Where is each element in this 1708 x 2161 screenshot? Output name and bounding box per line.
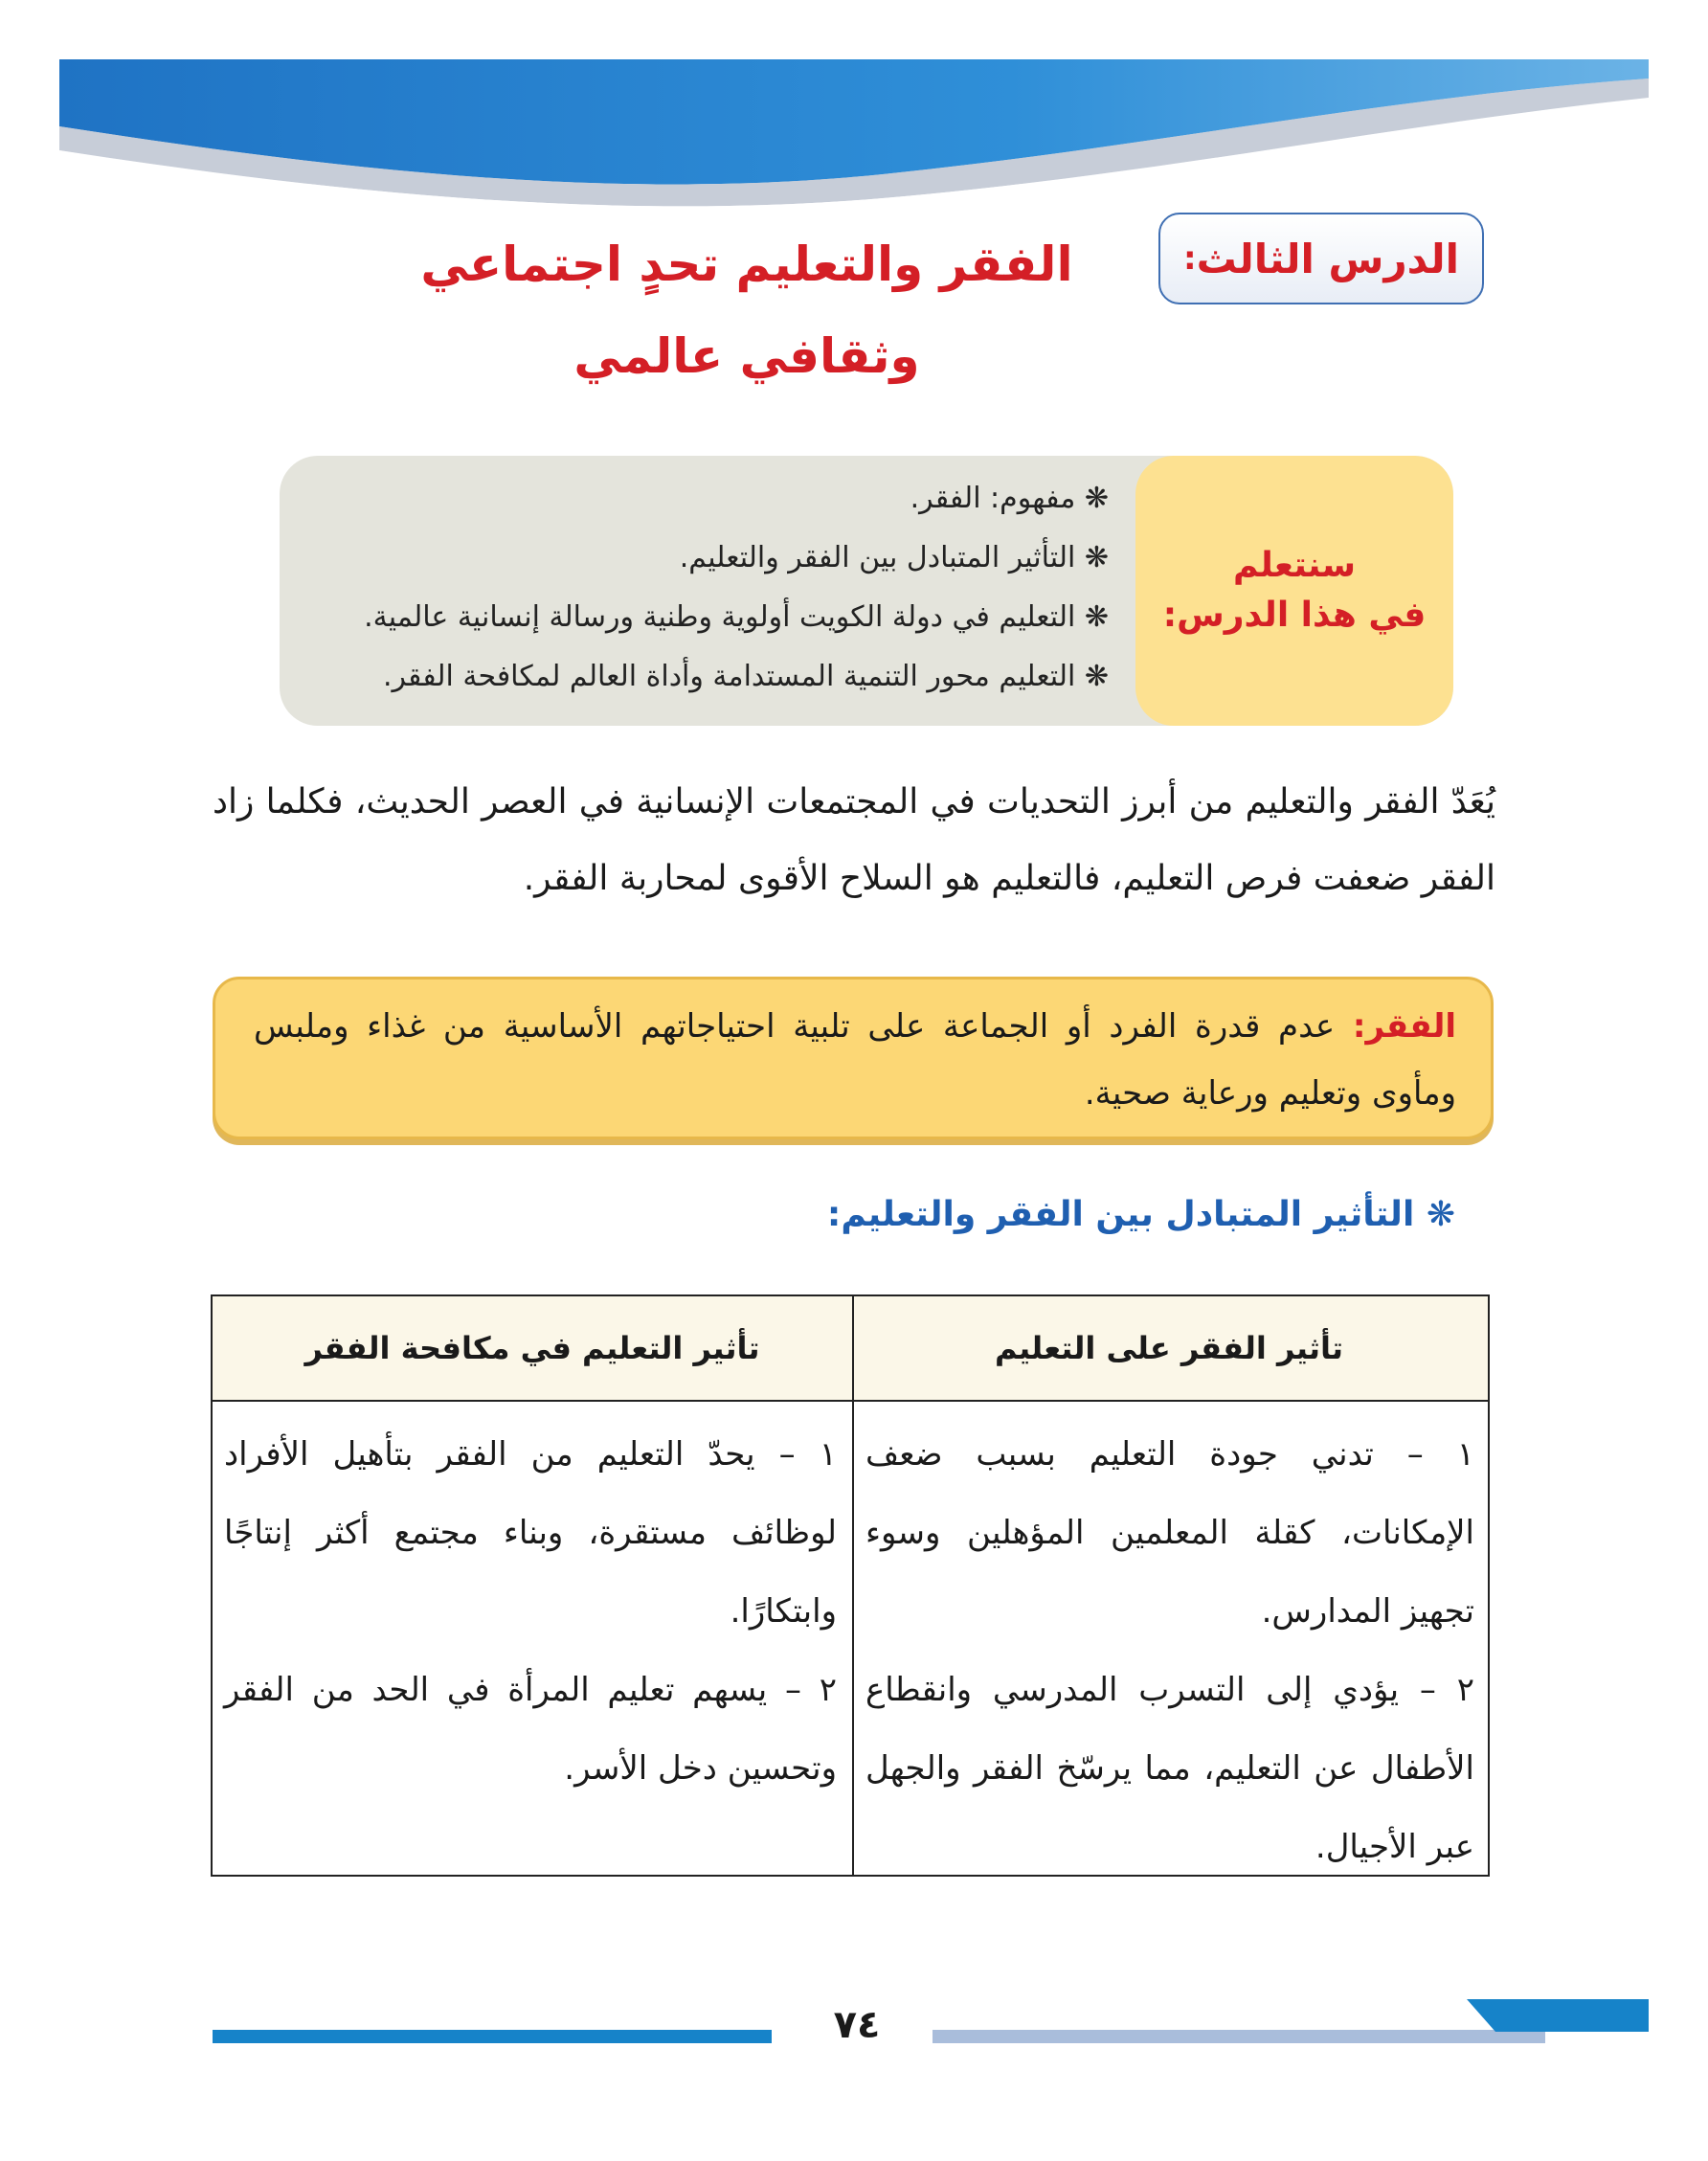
definition-text <box>254 993 1456 1127</box>
table-item: ٢ – يؤدي إلى التسرب المدرسي وانقطاع الأطفال عن التعليم، مما يرسّخ الفقر والجهل عبر الأجيال. <box>865 1671 1474 1866</box>
table-cell-poverty-effects <box>865 1415 1474 1886</box>
header-wave-decoration <box>59 59 1649 213</box>
table-header-education-against-poverty: تأثير التعليم في مكافحة الفقر <box>213 1296 852 1402</box>
objective-item: ❋ التعليم في دولة الكويت أولوية وطنية ورسالة إنسانية عالمية. <box>364 600 1109 634</box>
page-number: ٧٤ <box>833 2003 881 2047</box>
lesson-label-text: الدرس الثالث <box>1196 235 1460 282</box>
objectives-label-line1: سنتعلم <box>1232 546 1357 585</box>
table-item: ٢ – يسهم تعليم المرأة في الحد من الفقر وتحسين دخل الأسر. <box>224 1671 837 1788</box>
objective-item: ❋ التأثير المتبادل بين الفقر والتعليم. <box>679 541 1109 574</box>
table-item: ١ – تدني جودة التعليم بسبب ضعف الإمكانات، كقلة المعلمين المؤهلين وسوء تجهيز المدارس. <box>865 1435 1474 1631</box>
lesson-label-colon: : <box>1182 239 1197 278</box>
definition-term: الفقر: <box>1352 1007 1456 1046</box>
table-item: ١ – يحدّ التعليم من الفقر بتأهيل الأفراد لوظائف مستقرة، وبناء مجتمع أكثر إنتاجًا وابتكارًا. <box>224 1435 837 1631</box>
objectives-box <box>280 456 1453 726</box>
footer-accent-decoration <box>1467 1999 1649 2032</box>
lesson-title <box>364 218 1130 402</box>
objective-item: ❋ مفهوم: الفقر. <box>910 482 1109 515</box>
definition-body: عدم قدرة الفرد أو الجماعة على تلبية احتياجاتهم الأساسية من غذاء وملبس ومأوى وتعليم ورعاية صحية. <box>254 1007 1456 1113</box>
footer-bar-left <box>213 2030 772 2043</box>
effects-table <box>211 1294 1490 1877</box>
lesson-title-line1: الفقر والتعليم تحدٍ اجتماعي <box>420 236 1073 292</box>
objectives-label <box>1135 456 1453 726</box>
lesson-title-line2: وثقافي عالمي <box>573 328 920 384</box>
table-cell-education-effects <box>224 1415 837 1808</box>
lesson-label <box>1158 213 1484 304</box>
intro-paragraph: يُعَدّ الفقر والتعليم من أبرز التحديات في المجتمعات الإنسانية في العصر الحديث، فكلما زاد الفقر ضعفت فرص التعليم، فالتعليم هو السلاح الأقوى لمحاربة الفقر. <box>213 782 1495 898</box>
objectives-list <box>304 469 1109 707</box>
table-header-poverty-on-education: تأثير الفقر على التعليم <box>850 1296 1488 1402</box>
definition-box <box>213 977 1494 1139</box>
objectives-label-line2: في هذا الدرس: <box>1162 596 1427 635</box>
table-divider <box>852 1296 854 1875</box>
objective-item: ❋ التعليم محور التنمية المستدامة وأداة العالم لمكافحة الفقر. <box>382 660 1109 693</box>
section-heading: ❋ التأثير المتبادل بين الفقر والتعليم: <box>826 1195 1455 1234</box>
footer-bar-right <box>933 2030 1545 2043</box>
